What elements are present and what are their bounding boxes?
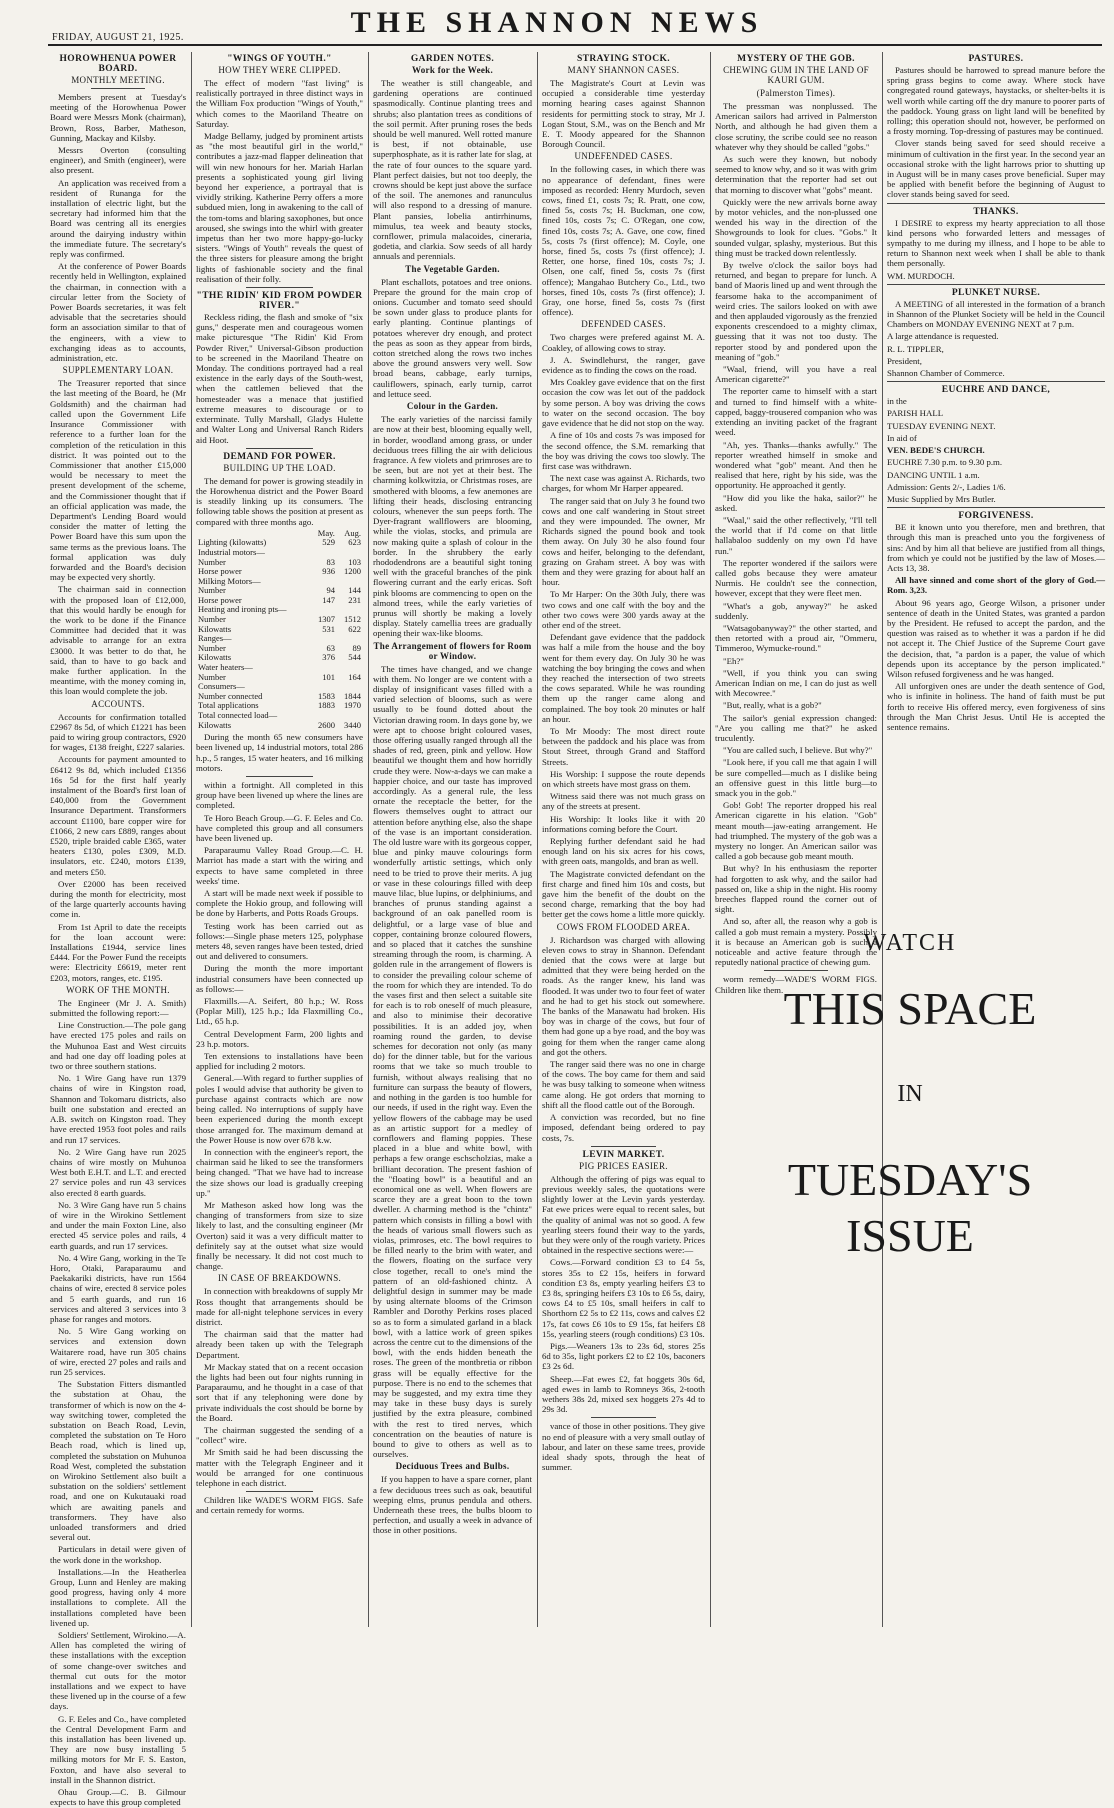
subhead: Deciduous Trees and Bulbs. xyxy=(395,1461,510,1472)
headline: FORGIVENESS. xyxy=(958,511,1034,522)
paragraph: Accounts for payment amounted to £6412 9s 8d, which included £1356 16s 5d for the first half yearly instalment of the Board's first loan of £40,000 from the Government Insurance Department. Transformers account £1100, bare copper wire for £1066, 2 new cars £889, ranges about £520, triple braided cable £365, water heaters £130, poles £309, M.D. insulators, etc. £240, motors £139, and meters £50. xyxy=(50,754,186,877)
paragraph: In the following cases, in which there was no appearance of defendant, fines were imposed as recorded: Henry Murdoch, seven cows, fined £1, costs 7s; R. Pratt, one cow, fined 5s, costs 7s; H. Buckman, one cow, fined 10s, costs 7s; C. O'Regan, one cow, fined 10s, costs 7s; A. Gave, one cow, fined 5s, costs 7s (first offence); M. Coyle, one horse, fined 5s, costs 7s (first offence); J. Retter, one horse, fined 10s, costs 7s; J. Olsen, one calf, fined 5s, costs 7s (first offence); Mangahao Butchery Co., Ltd., two horses, fined 10s, costs 7s (first offence); J. Gray, one horse, fined 5s, costs 7s (first offence). xyxy=(542,164,705,318)
notice-line: in the xyxy=(887,396,907,407)
table-cell: 1583 xyxy=(317,690,335,701)
paragraph: The weather is still changeable, and gardening operations are continued spasmodically. Continue planting trees and shrubs; also plantation trees as conditions of the soil permit. After pruning roses the beds should be well manured. Well rotted manure is best, if not obtainable, use superphosphate, as it is rather late for slag, at the rate of four ounces to the square yard. Plant perfect daisies, but not too deeply, the crowns should be kept just above the surface of the soil. The anemones and ranunculus will also respond to a dressing of manure. Plant pansies, lobelia antirrhinums, mimulus, tea week and beauty stocks, cornflower, primula malacoides, cineraria, godetia, and clarkia. Sow seeds of all hardy annuals and perennials. xyxy=(373,78,532,262)
paragraph: Madge Bellamy, judged by prominent artists as "the most beautiful girl in the world," contributes a jazz-mad flapper delineation that will win new honours for her. Mariah Harlan presents a sophisticated young girl living beyond her experience, a portrayal that is vividly striking. Katherine Perry offers a more subdued mien, long in awakening to the call of the tom-toms and blaring saxophones, but once aroused, she swings into the whirl with greater impetus than her two more happy-go-lucky sisters. "Wings of Youth" reveals the quest of the three sisters for pleasure among the bright lights of fashionable society and the final realisation of their folly. xyxy=(196,131,363,284)
paragraph: During the month the more important industrial consumers have been connected up as follows:— xyxy=(196,963,363,994)
table-cell: 1844 xyxy=(344,690,361,701)
headline: PASTURES. xyxy=(968,54,1024,64)
table-cell: 1512 xyxy=(344,614,361,625)
table-cell: Total connected load— xyxy=(198,710,278,720)
subhead: MONTHLY MEETING. xyxy=(71,75,165,85)
subhead: WORK OF THE MONTH. xyxy=(66,984,170,995)
paragraph: within a fortnight. All completed in this group have been livened up where the lines are completed. xyxy=(196,780,363,811)
paragraph: In connection with the engineer's report, the chairman said he liked to see the transformers being changed. "That we have had to increase the size shows our load is gradually creeping up." xyxy=(196,1146,363,1198)
paragraph: Pigs.—Weaners 13s to 23s 6d, stores 25s 6d to 35s, light porkers £2 to £2 10s, baconers £3 2s 6d. xyxy=(542,1340,705,1372)
notice-line: In aid of xyxy=(887,432,917,443)
table-cell: 103 xyxy=(348,556,361,567)
paragraph: "Well, if you think you can swing American Indian on me, I can do just as well with Mecowree." xyxy=(715,667,877,699)
divider xyxy=(887,284,1105,285)
table-cell: Number xyxy=(198,585,226,596)
table-cell: 376 xyxy=(322,652,335,663)
paragraph: Clover stands being saved for seed should receive a minimum of cultivation in the first year. In the second year an occasional stroke with the light harrows prior to shutting up in August will be in many cases prove beneficial. Super may be applied with benefit before the beginning of August to clover stands being saved for seed. xyxy=(887,138,1105,200)
subhead: Work for the Week. xyxy=(411,65,494,75)
table-header-cell: Aug. xyxy=(344,527,361,538)
divider xyxy=(246,287,313,288)
paragraph: To Mr Moody: The most direct route between the paddock and his place was from Stout Street, through Grand and Stafford Streets. xyxy=(542,725,705,767)
paragraph: The early varieties of the narcissi family are now at their best, blooming equally well, in border, woodland among grass, or under deciduous trees filling the air with delicious fragrance. A few violets and primroses are to be seen, but are not yet at their best. The charming kolkwitzia, or Christmas roses, are smothered with blooms, a few anemones are lifting their heads, disclosing entrancing colours, whenever the sun peeps forth. The Dyer-fragrant wallflowers are blooming, while the violas, stocks, and primula are now making quite a splash of colour in the border. In the shrubbery the early rhododendrons are a beautiful sight toning well with the graceful branches of the pink flowering currant and the early ericas. Soft pink blooms are commencing to open on the almond trees, while the early varieties of prunus will shortly be making a lovely display. Stately camellia trees are gradually opening their wax-like blooms. xyxy=(373,414,532,639)
paragraph: As such were they known, but nobody seemed to know why, and so it was with grim determination that the reporter had set out that morning to discover what "gobs" meant. xyxy=(715,154,877,195)
signature: Shannon Chamber of Commerce. xyxy=(887,368,1005,379)
table-cell: 231 xyxy=(348,594,361,605)
table-header-cell: May. xyxy=(317,527,335,538)
headline: HOROWHENUA POWER BOARD. xyxy=(59,54,177,74)
paragraph: Mr Mackay stated that on a recent occasion the lights had been out four nights running in Paraparaumu, and he thought in a case of that sort that if any telephoning were done by private individuals the cost should be borne by the Board. xyxy=(196,1361,363,1423)
table-cell: 83 xyxy=(326,556,335,567)
paragraph: "Look here, if you call me that again I will be sure compelled—much as I dislike being an offensive guest in this little burg—to smack you in the gob." xyxy=(715,757,877,798)
paragraph: Quickly were the new arrivals borne away by motor vehicles, and the non-plussed one wended his way in the direction of the Showgrounds to look for clues. "Gobs." It sounded vulgar, splashy, mysterious. But this thing must be tracked down relentlessly. xyxy=(715,196,877,258)
paragraph: "How did you like the haka, sailor?" he asked. xyxy=(715,492,877,513)
notice-line: PARISH HALL xyxy=(887,408,944,419)
table-cell: Horse power xyxy=(198,566,242,577)
paragraph: All unforgiven ones are under the death sentence of God, who is infinite in holiness. The hand of faith must be put forth to receive His offered mercy, even forgiveness of sins through the Man Christ Jesus. Until He is accepted the sentence remains. xyxy=(887,681,1105,732)
divider xyxy=(246,776,313,777)
column-mystery-gob xyxy=(715,52,877,995)
masthead-rule xyxy=(48,44,1102,46)
table-cell: Number xyxy=(198,614,226,625)
subhead: UNDEFENDED CASES. xyxy=(574,151,673,162)
paragraph: Te Horo Beach Group.—G. F. Eeles and Co. have completed this group and all consumers have been livened up. xyxy=(196,812,363,844)
divider xyxy=(887,507,1105,508)
paragraph: Pastures should be harrowed to spread manure before the spring grass begins to come away. Where stock have congregated round gateways, haystacks, or shelter-belts it is well worth while carting off the dry manure to poorer parts of the paddock. Young grass on light land will be benefited by rolling; this operation should not, however, be performed on a frosty morning. Top-dressing of pastures may be continued. xyxy=(887,65,1105,137)
paragraph: General.—With regard to further supplies of poles I would advise that authority be given to purchase against contracts which are now being called. No interruptions of supply have been experienced during the month except those arranged for. The maximum demand at the Power House is now over 678 k.w. xyxy=(196,1073,363,1145)
paragraph: The demand for power is growing steadily in the Horowhenua district and the Power Board is steadily linking up its consumers. The following table shows the position at present as compared with three months ago. xyxy=(196,475,363,527)
ad-line: WATCH xyxy=(863,930,957,956)
headline: EUCHRE AND DANCE, xyxy=(941,385,1051,396)
paragraph: At the conference of Power Boards recently held in Wellington, explained the chairman, in connection with a circular letter from the Society of Power Boards secretaries, it was felt advisable that the secretaries should form an association similar to that of the engineers, with a view to exchanging ideas as to accounts, administration, etc. xyxy=(50,261,186,364)
paragraph: Ten extensions to installations have been applied for including 2 motors. xyxy=(196,1051,363,1072)
paragraph: Messrs Overton (consulting engineer), and Smith (engineer), were also present. xyxy=(50,145,186,176)
paragraph: All have sinned and come short of the glory of God.—Rom. 3,23. xyxy=(887,575,1105,596)
notice-line: VEN. BEDE'S CHURCH. xyxy=(887,445,985,456)
divider xyxy=(91,88,145,89)
paragraph: During the month 65 new consumers have been livened up, 14 industrial motors, total 286 h.p., 5 ranges, 15 water heaters, and 16 milking motors. xyxy=(196,732,363,773)
paragraph: And so, after all, the reason why a gob is called a gob must remain a mystery. Possibly it is because an American gob is such a noticeable and active feature through the reputedly national practice of chewing gum. xyxy=(715,916,877,968)
table-row xyxy=(196,721,363,731)
paragraph: A large attendance is requested. xyxy=(887,331,999,342)
paragraph: But why? In his enthusiasm the reporter had forgotten to ask why, and the sailor had passed on, like a ship in the night. His roomy breeches flapped round the corner out of sight. xyxy=(715,863,877,915)
paragraph: Although the offering of pigs was equal to previous weekly sales, the quotations were slightly lower at the Levin yards yesterday. Fat ewe prices were equal to recent sales, but the quality of animal was not so good. A few yearling steers found their way to the yards, but they were only of the rough variety. Prices obtained in the respective sections were:— xyxy=(542,1173,705,1256)
paragraph: No. 2 Wire Gang have run 2025 chains of wire mostly on Muhunoa West both E.H.T. and L.T. and erected 27 service poles and run 43 services also erected 8 earth guards. xyxy=(50,1146,186,1198)
paragraph: The effect of modern "fast living" is realistically portrayed in three distinct ways in the William Fox production "Wings of Youth," which comes to the Maoriland Theatre on Saturday. xyxy=(196,78,363,129)
power-table xyxy=(196,529,363,730)
paragraph: No. 1 Wire Gang have run 1379 chains of wire in Kingston road, Shannon and Tokomaru districts, also built one substation and erected an A.B. switch on Kingston road. They have erected 1953 foot poles and rails and run 17 services. xyxy=(50,1073,186,1145)
signature: WM. MURDOCH. xyxy=(887,270,955,281)
subhead: BUILDING UP THE LOAD. xyxy=(223,462,336,473)
paragraph: By twelve o'clock the sailor boys had returned, and began to prepare for lunch. A band of Maoris lined up and went through the fearsome haka to the accompaniment of weird cries. The sailors looked on with awe and then applauded vigorously as the frenzied exponents crescendoed to a mighty climax, guessing that it was not too dusty. The reporter stood by and pondered upon the meaning of "gob." xyxy=(715,260,877,362)
paragraph: The Substation Fitters dismantled the substation at Ohau, the transformer of which is now on the 4-way switching tower, completed the substation on Beach Road, Levin, completed the substation on Te Horo Beach road, which is lined up, completed the substation on Muhunoa Road West, completed the substation on Wirokino Settlement also built a substation on the soldiers' settlement road, and one on Kukutauaki road which are awaiting panels and transformers. They have also unloaded transformers and dried several out. xyxy=(50,1379,186,1543)
table-cell: Consumers— xyxy=(198,681,245,692)
table-cell: 2600 xyxy=(317,719,335,730)
paragraph: Testing work has been carried out as follows:—Single phase meters 125, polyphase meters 48, seven ranges have been tested, dried out and delivered to consumers. xyxy=(196,920,363,962)
paragraph: To Mr Harper: On the 30th July, there was two cows and one calf with the boy and the other two cows were 300 yards away at the other end of the street. xyxy=(542,589,705,630)
paragraph: "You are called such, I believe. But why?" xyxy=(723,745,873,756)
paragraph: The reporter wondered if the sailors were called gobs because they were amateur Nurmis. He couldn't see the connection, however, except that they were fleet men. xyxy=(715,557,877,599)
paragraph: "Waal," said the other reflectively, "I'll tell the world that if I'd come on that little hallabaloo suddenly on my own I'd have run." xyxy=(715,514,877,556)
paragraph: No. 4 Wire Gang, working in the Te Horo, Otaki, Paraparaumu and Paekakariki districts, have run 1564 chains of wire, erected 8 service poles and 5 earth guards, and run 16 services and altered 3 services into 3 phase for ranges and motors. xyxy=(50,1252,186,1324)
column-power-board xyxy=(50,52,186,1808)
paragraph: Plant eschallots, potatoes and tree onions. Prepare the ground for the main crop of onions. Cucumber and tomato seed should be sown under glass to produce plants for early planting. Continue plantings of potatoes wherever dry enough, and protect the peas as soon as they appear from birds, cotton stretched along the rows two inches above the ground answers very well. Sow broad beans, cabbage, early turnips, cauliflowers, spinach, early turnip, carrot and lettuce seed. xyxy=(373,276,532,399)
table-cell: Milking Motors— xyxy=(198,575,261,586)
advertisement: worm remedy—WADE'S WORM FIGS. Children like them. xyxy=(715,974,877,995)
paragraph: A MEETING of all interested in the formation of a branch in Shannon of the Plunket Society will be held in the Council Chambers on MONDAY EVENING NEXT at 7 p.m. xyxy=(887,298,1105,330)
paragraph: In connection with breakdowns of supply Mr Ross thought that arrangements should be made for all-night telephone services in every district. xyxy=(196,1286,363,1327)
paragraph: Replying further defendant said he had enough land on his six acres for his cows, with green oats, mangolds, and bran as well. xyxy=(542,836,705,867)
ad-line: THIS SPACE xyxy=(783,983,1037,1034)
paragraph: An application was received from a resident of Runanga for the installation of electric light, but the secretary had informed him that the Board was centring all its energies around the dairying industry within the immediate future. The secretary's reply was confirmed. xyxy=(50,177,186,260)
paragraph: Flaxmills.—A. Seifert, 80 h.p.; W. Ross (Poplar Mill), 125 h.p.; Ida Flaxmilling Co., Ltd., 65 h.p. xyxy=(196,996,363,1027)
signature: R. L. TIPPLER, xyxy=(887,343,944,354)
table-cell: 147 xyxy=(322,594,335,605)
paragraph: The Treasurer reported that since the last meeting of the Board, he (Mr Goldsmith) and the chairman had called upon the Government Life Insurance Commissioner with reference to a further loan for the completion of the reticulation in this district. It was pointed out to the Commissioner that another £15,000 would be necessary to meet the present development of the scheme, and the Commissioner thought that if an official application was made, the Department's Lending Board would consider the matter of letting the Power Board have this sum upon the same terms as the previous loans. The formal application was duly forwarded and the Board's decision may be expected very shortly. xyxy=(50,378,186,583)
ad-line: ISSUE xyxy=(846,1210,974,1261)
newspaper-title: THE SHANNON NEWS xyxy=(350,6,764,39)
divider xyxy=(246,1491,313,1492)
column-divider xyxy=(191,52,192,1627)
table-cell: Total applications xyxy=(198,700,259,711)
headline: STRAYING STOCK. xyxy=(576,54,671,64)
subhead: CHEWING GUM IN THE LAND OF KAURI GUM. xyxy=(723,65,869,85)
paragraph: J. Richardson was charged with allowing eleven cows to stray in Shannon. Defendant denied that the cows were at large but admitted that they were being herded on the roads. As the ranger knew, his land was flooded. It was under two to four feet of water and he had to get his stock out somewhere. The banks of the Manawatu had broken. His boy was in charge of the cows, but four of them had gone up a bye road, and the boy was going for them when the ranger came along and got the others. xyxy=(542,934,705,1057)
paragraph: The Magistrate's Court at Levin was occupied a considerable time yesterday morning hearing cases against Shannon residents for permitting stock to stray, Mr J. Logan Stout, S.M., was on the Bench and Mr E. T. Moody appeared for the Shannon Borough Council. xyxy=(542,78,705,150)
table-cell: Kilowatts xyxy=(198,719,232,730)
paragraph: The chairman suggested the sending of a "collect" wire. xyxy=(196,1424,363,1446)
paragraph: A conviction was recorded, but no fine imposed, defendant being ordered to pay costs, 7s. xyxy=(542,1112,705,1143)
paragraph: Mrs Coakley gave evidence that on the first occasion the cow was let out of the paddock by some person. A boy was driving the cows to water on the second occasion. The boy gave evidence that he did not stop on the way. xyxy=(542,377,705,429)
paragraph: The sailor's genial expression changed: "Are you calling me that?" he asked truculently. xyxy=(715,712,877,743)
table-cell: 101 xyxy=(322,671,335,682)
ad-line: IN xyxy=(897,1081,923,1107)
paragraph: J. A. Swindlehurst, the ranger, gave evidence as to finding the cows on the road. xyxy=(542,354,705,376)
divider xyxy=(591,1417,656,1418)
paragraph: "Watsagobanyway?" the other started, and then retorted with a proud air, "Ommeru, Timmeroo, Wymucke-round." xyxy=(715,622,877,654)
paragraph: His Worship: I suppose the route depends on which streets have most grass on them. xyxy=(542,768,705,789)
headline: LEVIN MARKET. xyxy=(582,1149,665,1160)
watch-this-space-ad xyxy=(715,860,1105,1600)
paragraph: Members present at Tuesday's meeting of the Horowhenua Power Board were Messrs Monk (chairman), Brown, Ross, Barber, Matheson, Gunning, Mackay and Kilsby. xyxy=(50,92,186,143)
headline: GARDEN NOTES. xyxy=(410,54,495,64)
signature: President, xyxy=(887,355,922,366)
paragraph: If you happen to have a spare corner, plant a few deciduous trees such as oak, beautiful weeping elms, prunus pendula and others. Underneath these trees, the bulbs bloom to perfection, and usually a week in advance of those in other positions. xyxy=(373,1474,532,1536)
column-garden-notes xyxy=(373,52,532,1627)
table-cell: Kilowatts xyxy=(198,652,232,663)
paragraph: BE it known unto you therefore, men and brethren, that through this man is preached unto you the forgiveness of sins: And by him all that believe are justified from all things, from which ye could not be justified by the law of Moses.—Acts 13, 38. xyxy=(887,522,1105,573)
table-cell: Heating and ironing pts— xyxy=(198,604,287,615)
subhead: The Vegetable Garden. xyxy=(405,263,500,274)
table-cell: 531 xyxy=(322,623,335,634)
subhead: MANY SHANNON CASES. xyxy=(567,65,680,75)
paragraph: No. 3 Wire Gang have run 5 chains of wire in the Wirokino Settlement and under the main Foxton Line, also erected 45 service poles and rails, 4 earth guards, and run 17 services. xyxy=(50,1199,186,1251)
paragraph: The times have changed, and we change with them. No longer are we content with a display of insignificant vases filled with a varied selection of blooms, such as were usually to be found dotted about the Victorian drawing room. In days gone by, we were apt to choose bright coloured vases, those offering usually ranged through all the shades of red, green, pink and yellow. How beautiful we thought them and how horridly crude they were. Now-a-days we can make a happier choice, and our taste has improved accordingly. As a general rule, the less ornate the receptacle the better, for the flowers themselves ought to attract our attention before anything else, also the shape of the vase is an important consideration. The old lustre ware with its gorgeous copper, blue and pinky mauve colourings form wonderfully artistic settings, which only need to be tried to prove their merits. A jug or vase in these colourings filled with deep mauve lilac, blue lupins, or delphiniums, and branches of prunus standing against a background of an oak panelled room is delightful, or a large vase of blue and copper, containing bronze coloured flowers, and so placed that it catches the sunshine streaming through the room, is charming. A golden rule in the arrangement of flowers is to consider the prevailing colour scheme of the room for which they are intended. To do the vases first and then select a suitable site for each is to rob oneself of much pleasure, and also to minimise their decorative possibilities. It is an added joy, when roaming round the garden, to devise schemes for decoration not only (as many do) for the dinner table, but for the various rooms that we take so much trouble to furnish, without always realising that no furniture can surpass the beauty of flowers, and nothing in the garden is too humble for our needs, if used in the right way. Even the yellow flowers of the cabbage may be used as an artistic support for a medley of cornflowers and flaming poppies. These placed in a blue and white bowl, with perhaps a few orange eschscholzias, make a brilliant decoration. The present fashion of the "floating bowl" is a beautiful and an economical one as well. When flowers are scarce they are a great boon to the town dweller. A charming method is the "chintz" pattern which consists in filling a bowl with the heads of various small flowers such as violas, primroses, etc. The bowl requires to be filled nearly to the brim with water, and the flowers, floating on the surface very close together, recall to one's mind the pattern of an old-fashioned chintz. A delightful design in summer may be made by using alternate blooms of the Crimson Rambler and Dorothy Perkins roses placed so as to form a simulated garland in a black bowl, with a lattice work of green spikes across the centre cut to the dimensions of the bowl, with the ends hidden beneath the roses. The green of the montbretia or ribbon grass will be equally effective for the purpose. There is no end to the schemes that may be suggested, and my extra time they may take in these busy days is surely justified by the extra pleasure, combined with the rest to tired nerves, which concentration on the beauties of nature is bound to give to others as well as to ourselves. xyxy=(373,663,532,1460)
subhead: Colour in the Garden. xyxy=(406,401,499,412)
notice-line: Admission: Gents 2/-, Ladies 1/6. xyxy=(887,481,1006,492)
table-cell: Lighting (kilowatts) xyxy=(198,537,267,548)
column-notices xyxy=(887,52,1105,852)
table-cell: 544 xyxy=(348,652,361,663)
notice-line: DANCING UNTIL 1 a.m. xyxy=(887,469,980,480)
paragraph: "Eh?" xyxy=(723,655,744,666)
notice-line: EUCHRE 7.30 p.m. to 9.30 p.m. xyxy=(887,457,1003,468)
paragraph: Line Construction.—The pole gang have erected 175 poles and rails on the Muhunoa East and West circuits and had one day off loading poles at two or three southern stations. xyxy=(50,1020,186,1072)
column-straying-stock xyxy=(542,52,705,1627)
divider xyxy=(591,1146,656,1147)
notice-line: Music Supplied by Mrs Butler. xyxy=(887,493,996,504)
paragraph: I DESIRE to express my hearty appreciation to all those kind persons who forwarded letters and messages of sympathy to me during my illness, and I hope to be able to return to Shannon next week when I shall be able to thank them personally. xyxy=(887,217,1105,269)
paragraph: No. 5 Wire Gang working on services and extension down Waitarere road, have run 305 chains of wire, erected 27 poles and rails and run 25 services. xyxy=(50,1326,186,1377)
subhead: IN CASE OF BREAKDOWNS. xyxy=(217,1273,342,1284)
paragraph: The ranger said that on July 3 he found two cows and one calf wandering in Stout street and they were impounded. The owner, Mr Richards signed the pound book and took them away. On July 30 he also found four cows and heifer, belonging to the defendant, grazing on Graham street. A boy was with them and they were grazing for about half an hour. xyxy=(542,495,705,588)
paragraph: Reckless riding, the flash and smoke of "six guns," desperate men and courageous women make picturesque "The Ridin' Kid From Powder River," Universal-Gibson production to be screened in the Maoriland Theatre on Monday. The conditions portrayed had a real existence in the early days of the South-west, when the cattlemen believed that the homesteader was a menace that justified extreme measures to discourage or to exterminate. Tully Marshall, Gladys Hulette and Walter Long and Universal Ranch Riders aid Hoot. xyxy=(196,312,363,445)
headline: THANKS. xyxy=(973,206,1019,217)
paragraph: G. F. Eeles and Co., have completed the Central Development Farm and this installation has been livened up. They are now busy installing 5 milking motors for Mr F. S. Easton, Foxton, and have also several to install in the Shannon district. xyxy=(50,1713,186,1785)
column-divider xyxy=(537,52,538,1627)
paragraph: The reporter came to himself with a start and turned to find himself with a white-capped, baggy-trousered companion who was extending an inviting packet of the fragrant weed. xyxy=(715,386,877,438)
headline: "WINGS OF YOUTH." xyxy=(227,54,332,64)
subhead: The Arrangement of flowers for Room or Window. xyxy=(373,640,532,661)
advertisement: Children like WADE'S WORM FIGS. Safe and certain remedy for worms. xyxy=(196,1495,363,1516)
paragraph: His Worship: It looks like it with 20 informations coming before the Court. xyxy=(542,813,705,834)
headline: MYSTERY OF THE GOB. xyxy=(737,54,855,64)
table-cell: Number connected xyxy=(198,690,263,701)
table-cell: 1200 xyxy=(344,566,361,577)
masthead xyxy=(0,0,1114,44)
subhead: COWS FROM FLOODED AREA. xyxy=(556,921,691,932)
divider xyxy=(887,381,1105,382)
table-cell: 164 xyxy=(348,671,361,682)
paragraph: The Engineer (Mr J. A. Smith) submitted the following report:— xyxy=(50,997,186,1019)
table-cell: 144 xyxy=(348,585,361,596)
paragraph: The ranger said there was no one in charge of the cows. The boy came for them and said he was busy talking to someone when witness came along. He got orders that morning to shift all the flood cattle out of the Borough. xyxy=(542,1059,705,1110)
paragraph: Mr Smith said he had been discussing the matter with the Telegraph Engineer and it would be arranged for one continuous telephone in each district. xyxy=(196,1447,363,1488)
divider xyxy=(887,203,1105,204)
table-cell: 1307 xyxy=(317,614,335,625)
paragraph: Mr Matheson asked how long was the changing of transformers from size to size likely to last, and the consulting engineer (Mr Overton) said it was a very difficult matter to definitely say at the outset what size would finally be necessary. It did not cost much to change. xyxy=(196,1199,363,1272)
paragraph: The chairman said in connection with the proposed loan of £12,000, that this would hardly be enough for the work to be done if the Finance Committee had decided that it was advisable to arrange for an extra £3000. It was better to do that, he said, than to have to go back and make further application. In the meantime, with the money coming in, this loan would complete the job. xyxy=(50,584,186,697)
paragraph: Particulars in detail were given of the work done in the workshop. xyxy=(50,1544,186,1565)
paragraph: Over £2000 has been received during the month for electricity, most of the large quarterly accounts having come in. xyxy=(50,878,186,920)
table-cell: 529 xyxy=(322,537,335,548)
subhead: ACCOUNTS. xyxy=(91,698,145,709)
headline: DEMAND FOR POWER. xyxy=(223,451,336,462)
paragraph: Two charges were prefered against M. A. Coakley, of allowing cows to stray. xyxy=(542,332,705,353)
paragraph: The pressman was nonplussed. The American sailors had arrived in Palmerston North, and although he had given them a close scrutiny, the scribe could see no reason whatever why they should be called "gobs." xyxy=(715,101,877,152)
table-cell: 936 xyxy=(322,566,335,577)
table-cell: 3440 xyxy=(344,719,361,730)
table-cell: Number xyxy=(198,671,226,682)
table-cell: Number xyxy=(198,556,226,567)
table-cell: Industrial motors— xyxy=(198,546,265,557)
column-divider xyxy=(368,52,369,1627)
paragraph: The chairman said that the matter had already been taken up with the Telegraph Department. xyxy=(196,1329,363,1360)
column-divider xyxy=(710,52,711,1627)
headline: PLUNKET NURSE. xyxy=(951,287,1041,298)
table-cell: 63 xyxy=(326,642,335,653)
paragraph: "But, really, what is a gob?" xyxy=(723,700,822,711)
table-cell: 89 xyxy=(352,642,361,653)
table-cell: Ranges— xyxy=(198,633,232,644)
issue-date: FRIDAY, AUGUST 21, 1925. xyxy=(52,32,184,43)
paragraph: A fine of 10s and costs 7s was imposed for the second offence, the S.M. remarking that the boy was driving the cows too slowly. The first case was withdrawn. xyxy=(542,430,705,471)
table-cell: Number xyxy=(198,642,226,653)
divider xyxy=(246,448,313,449)
paragraph: Soldiers' Settlement, Wirokino.—A. Allen has completed the wiring of these installations with the exception of some change-over switches and thermal cut outs for the motor installations and we expect to have these livened up in the course of a few days. xyxy=(50,1630,186,1712)
table-cell: Water heaters— xyxy=(198,662,253,673)
table-cell: Kilowatts xyxy=(198,623,232,634)
column-films-power xyxy=(196,52,363,1627)
subhead: SUPPLEMENTARY LOAN. xyxy=(62,365,174,376)
table-cell: 622 xyxy=(348,623,361,634)
table-cell: 623 xyxy=(348,537,361,548)
paragraph: The Magistrate convicted defendant on the first charge and fined him 10s and costs, but gave him the benefit of the doubt on the second charge, remarking that the boy had better get the cows home a little more quickly. xyxy=(542,868,705,920)
table-cell: 1970 xyxy=(344,700,361,711)
paragraph: Defendant gave evidence that the paddock was half a mile from the house and the boy went for them every day. On July 30 he was watching the boy bringing the cows and when they reached the intersection of two streets the cows separated. While he was rounding them up the ranger came along and complained. The boy took 20 minutes or half an hour. xyxy=(542,632,705,724)
paragraph: A start will be made next week if possible to complete the Hokio group, and following will be done by Harberts, and Potts Roads Groups. xyxy=(196,888,363,919)
subhead: PIG PRICES EASIER. xyxy=(579,1160,668,1171)
paragraph: The next case was against A. Richards, two charges, for whom Mr Harper appeared. xyxy=(542,473,705,494)
ad-line: TUESDAY'S xyxy=(787,1154,1033,1205)
paragraph: vance of those in other positions. They give no end of pleasure with a very small outlay of labour, and later on these same trees, provide ideal shady spots, through the heat of summer. xyxy=(542,1421,705,1473)
notice-line: TUESDAY EVENING NEXT. xyxy=(887,420,996,431)
paragraph: Cows.—Forward condition £3 to £4 5s, stores 35s to £2 15s, heifers in forward condition £3 8s, empty yearling heifers £3 to £3 8s, springing heifers £3 10s to £6 5s, dairy, cows £4 to £5 10s, small heifers in calf to Shorthorn £2 5s to £2 11s, cows and calves £2 17s, fat cows £6 10s to £9 15s, fat heifers £8 15s, yearling steers (rough conditions) £3 10s. xyxy=(542,1257,705,1339)
paragraph: Ohau Group.—C. B. Gilmour expects to have this group completed xyxy=(50,1787,186,1808)
paragraph: "Waal, friend, will you have a real American cigarette?" xyxy=(715,364,877,385)
headline: "THE RIDIN' KID FROM POWDER RIVER." xyxy=(196,291,363,312)
table-cell: 94 xyxy=(326,585,335,596)
subhead: DEFENDED CASES. xyxy=(581,319,666,330)
paragraph: Gob! Gob! The reporter dropped his real American cigarette in his elation. "Gob" meant mouth—jaw-eating arrangement. He had triumphed. The mystery of the gob was a mystery no longer. An American sailor was called a gob because gob meant mouth. xyxy=(715,800,877,862)
table-cell: Horse power xyxy=(198,594,242,605)
paragraph: Sheep.—Fat ewes £2, fat hoggets 30s 6d, aged ewes in lamb to Romneys 36s, 2-tooth wethers 38s 2d, mixed sex hoggets 27s 4d to 29s 3d. xyxy=(542,1373,705,1415)
paragraph: Central Development Farm, 200 lights and 23 h.p. motors. xyxy=(196,1028,363,1049)
paragraph: About 96 years ago, George Wilson, a prisoner under sentence of death in the United States, was granted a pardon by the President. He refused to accept the pardon, and the question was raised as to whether it was a pardon if he did not accept it. The Chief Justice of the Supreme Court gave the decision, that, "a pardon is a paper, the value of which depends upon its acceptance by the person implicated." Wilson refused forgiveness and he was hanged. xyxy=(887,597,1105,679)
paragraph: Installations.—In the Heatherlea Group, Lunn and Henley are making good progress, having only 4 more installations to complete. All the installations completed have been livened up. xyxy=(50,1566,186,1628)
subhead: (Palmerston Times). xyxy=(756,88,836,98)
paragraph: Paraparaumu Valley Road Group.—C. H. Marriot has made a start with the wiring and expects to have same completed in three weeks' time. xyxy=(196,845,363,886)
subhead: HOW THEY WERE CLIPPED. xyxy=(218,65,341,75)
paragraph: Accounts for confirmation totalled £2967 8s 5d, of which £1221 has been paid to wiring group contractors, £920 for wages, £138 freight, £227 salaries. xyxy=(50,711,186,753)
table-cell: 1883 xyxy=(317,700,335,711)
paragraph: From 1st April to date the receipts for the loan account were: Installations £1944, service lines £444. For the Power Fund the receipts were: Electricity £6619, meter rent £203, motors, ranges, etc. £195. xyxy=(50,921,186,983)
paragraph: "What's a gob, anyway?" he asked suddenly. xyxy=(715,600,877,621)
paragraph: Witness said there was not much grass on any of the streets at present. xyxy=(542,791,705,812)
paragraph: "Ah, yes. Thanks—thanks awfully." The reporter wreathed himself in smoke and wondered what "gob" meant. And then he realised that here, right by his side, was the opportunity. He approached it gently. xyxy=(715,439,877,491)
